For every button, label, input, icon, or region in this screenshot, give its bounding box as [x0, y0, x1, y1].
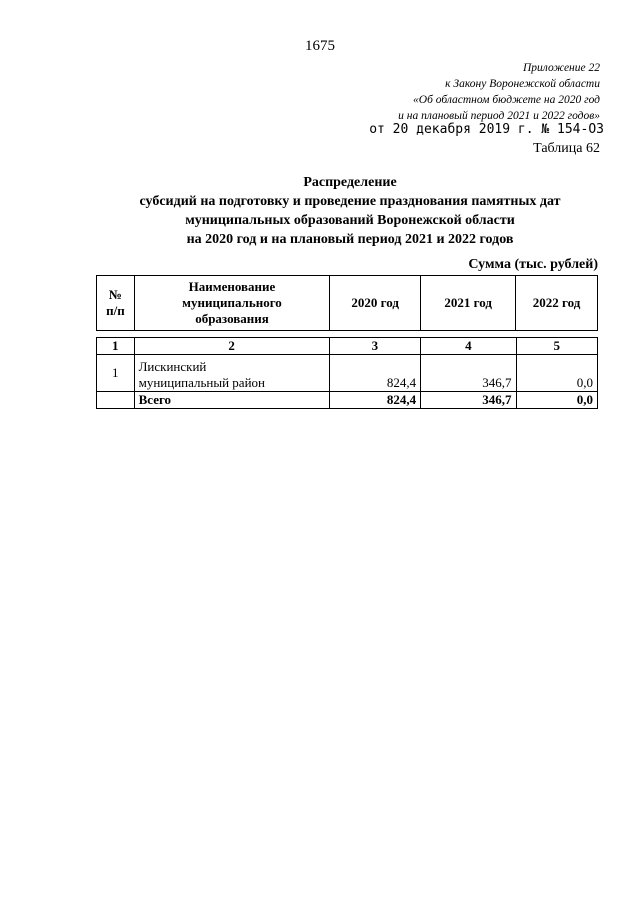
total-label: Всего [134, 392, 329, 409]
appendix-line-2: к Закону Воронежской области [445, 78, 600, 90]
title-line-2: субсидий на подготовку и проведение празднования памятных дат [139, 194, 561, 209]
header-name: Наименование муниципального образования [134, 276, 329, 331]
header-2020: 2020 год [330, 276, 421, 331]
page-number: 1675 [305, 38, 335, 54]
title-line-1: Распределение [303, 175, 397, 190]
total-row [97, 392, 598, 409]
header-2021: 2021 год [421, 276, 516, 331]
row-2021: 346,7 [421, 355, 516, 392]
index-cell: 4 [421, 338, 516, 355]
header-num: № п/п [97, 276, 135, 331]
appendix-line-3: «Об областном бюджете на 2020 год [413, 94, 600, 106]
header-2022: 2022 год [516, 276, 598, 331]
law-date: от 20 декабря 2019 г. № 154-ОЗ [369, 122, 604, 137]
row-2022: 0,0 [516, 355, 597, 392]
appendix-line-1: Приложение 22 [522, 62, 600, 74]
row-name: Лискинский муниципальный район [134, 355, 329, 392]
table-header [96, 275, 598, 331]
units-label: Сумма (тыс. рублей) [468, 257, 598, 272]
appendix-note [398, 60, 600, 124]
document-title [0, 173, 640, 249]
row-num: 1 [97, 355, 135, 392]
index-cell: 2 [134, 338, 329, 355]
index-cell: 3 [329, 338, 421, 355]
table-number: Таблица 62 [533, 141, 600, 156]
total-empty-cell [97, 392, 135, 409]
column-index-row [97, 338, 598, 355]
table-row [97, 355, 598, 392]
total-2021: 346,7 [421, 392, 516, 409]
row-2020: 824,4 [329, 355, 421, 392]
data-table [96, 337, 598, 409]
title-line-3: муниципальных образований Воронежской области [185, 213, 515, 228]
total-2022: 0,0 [516, 392, 597, 409]
index-cell: 5 [516, 338, 597, 355]
appendix-line-4: и на плановый период 2021 и 2022 годов» [398, 110, 600, 122]
total-2020: 824,4 [329, 392, 421, 409]
title-line-4: на 2020 год и на плановый период 2021 и 2022 годов [186, 232, 514, 247]
index-cell: 1 [97, 338, 135, 355]
